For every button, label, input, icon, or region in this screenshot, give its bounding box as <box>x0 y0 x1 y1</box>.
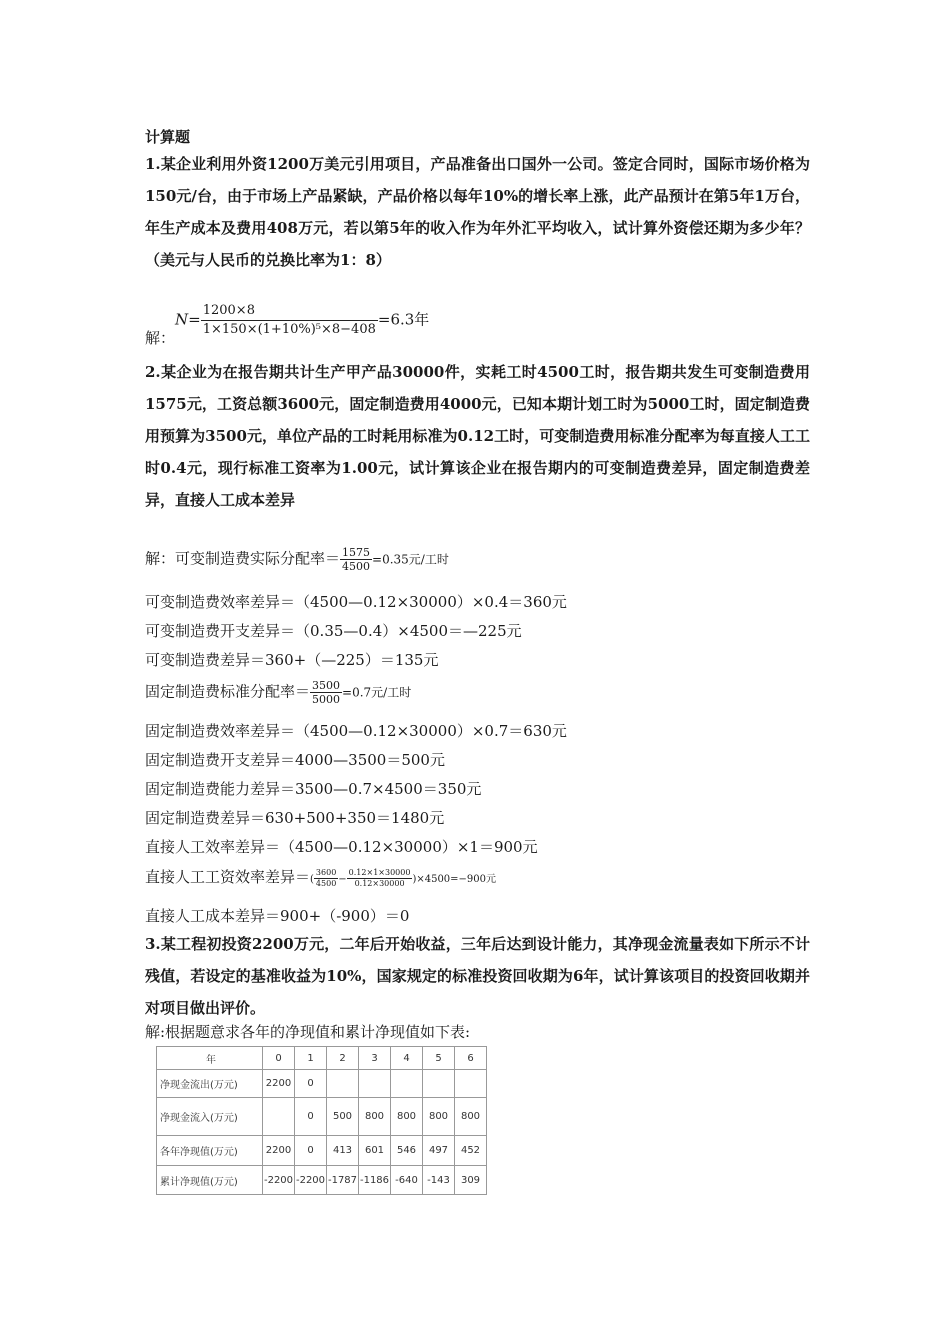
question-1-text: 1.某企业利用外资1200万美元引用项目，产品准备出口国外一公司。签定合同时，国际市场价格为150元/台，由于市场上产品紧缺，产品价格以每年10%的增长率上涨，此产品预计在第5年1万台，年生产成本及费用408万元，若以第5年的收入作为年外汇平均收入，试计算外资偿还期为多少年？（美元与人民币的兑换比率为1：8） <box>145 155 810 269</box>
answer-2-line-5: 固定制造费标准分配率＝ $\frac{3500}{5000}$ =0.7元/工时 <box>145 679 412 706</box>
fraction: $\frac{0.12\times 1\times 30000}{0.12\times 30000}$ <box>348 867 411 888</box>
answer-2-line-2: 可变制造费效率差异＝（4500—0.12×30000）×0.4＝360元 <box>145 593 567 611</box>
fraction: $\frac{3600}{4500}$ <box>315 867 337 888</box>
fraction: $\frac{3500}{5000}$ <box>312 679 341 706</box>
question-1-answer <box>145 302 430 347</box>
answer-2-line-3: 可变制造费开支差异＝（0.35—0.4）×4500＝—225元 <box>145 622 522 640</box>
answer-2-line-9: 固定制造费差异＝630+500+350＝1480元 <box>145 809 445 827</box>
answer-2-line-1: 解：可变制造费实际分配率＝ $\frac{1575}{4500}$ =0.35元/工时 <box>145 546 449 573</box>
formula-numerator: 1200×8 <box>201 302 378 321</box>
answer-2-line-6: 固定制造费效率差异＝（4500—0.12×30000）×0.7＝630元 <box>145 722 567 740</box>
formula-fraction <box>201 302 378 339</box>
answer-2-line-10: 直接人工效率差异＝（4500—0.12×30000）×1＝900元 <box>145 838 538 856</box>
answer-label: 解： <box>145 328 176 347</box>
question-2-text: 2.某企业为在报告期共计生产甲产品30000件，实耗工时4500工时，报告期共发生可变制造费用1575元，工资总额3600元，固定制造费用4000元，已知本期计划工时为5000工时，固定制造费用预算为3500元，单位产品的工时耗用标准为0.12工时，可变制造费用标准分配率为每直接人工工时0.4元，现行标准工资率为1.00元，试计算该企业在报告期内的可变制造费差异，固定制造费差异，直接人工成本差异 <box>145 363 810 509</box>
answer-2-line-12: 直接人工成本差异＝900+（-900）＝0 <box>145 907 410 925</box>
answer-2-line-4: 可变制造费差异＝360+（—225）＝135元 <box>145 651 439 669</box>
question-3-text: 3.某工程初投资2200万元，二年后开始收益，三年后达到设计能力，其净现金流量表如下所示不计残值，若设定的基准收益为10%，国家规定的标准投资回收期为6年，试计算该项目的投资回收期并对项目做出评价。 <box>145 935 810 1017</box>
answer-2-line-7: 固定制造费开支差异＝4000—3500＝500元 <box>145 751 445 769</box>
table-row: 净现金流入(万元) 0 500 800 800 800 800 <box>157 1098 487 1136</box>
fraction: $\frac{1575}{4500}$ <box>342 546 371 573</box>
formula-result: =6.3年 <box>377 310 430 329</box>
question-3-answer: 解:根据题意求各年的净现值和累计净现值如下表: <box>145 1023 471 1041</box>
answer-2-line-8: 固定制造费能力差异＝3500—0.7×4500＝350元 <box>145 780 482 798</box>
section-title: 计算题 <box>145 128 191 146</box>
answer-2-line-11: 直接人工工资效率差异＝( $\frac{3600}{4500}$ − $\frac{0.12\times 1\times 30000}{0.12\times 30000}$ )×4500=−900元 <box>145 867 497 888</box>
table-row: 累计净现值(万元) -2200 -2200 -1787 -1186 -640 -143 309 <box>157 1166 487 1195</box>
table-row: 净现金流出(万元) 2200 0 <box>157 1070 487 1098</box>
table-header-row: 年 0 1 2 3 4 5 6 <box>157 1047 487 1070</box>
formula-variable: N= <box>175 310 201 329</box>
formula-denominator: 1×150×(1+10%)⁵×8−408 <box>202 322 376 337</box>
cash-flow-table <box>156 1046 487 1195</box>
table-row: 各年净现值(万元) 2200 0 413 601 546 497 452 <box>157 1136 487 1166</box>
